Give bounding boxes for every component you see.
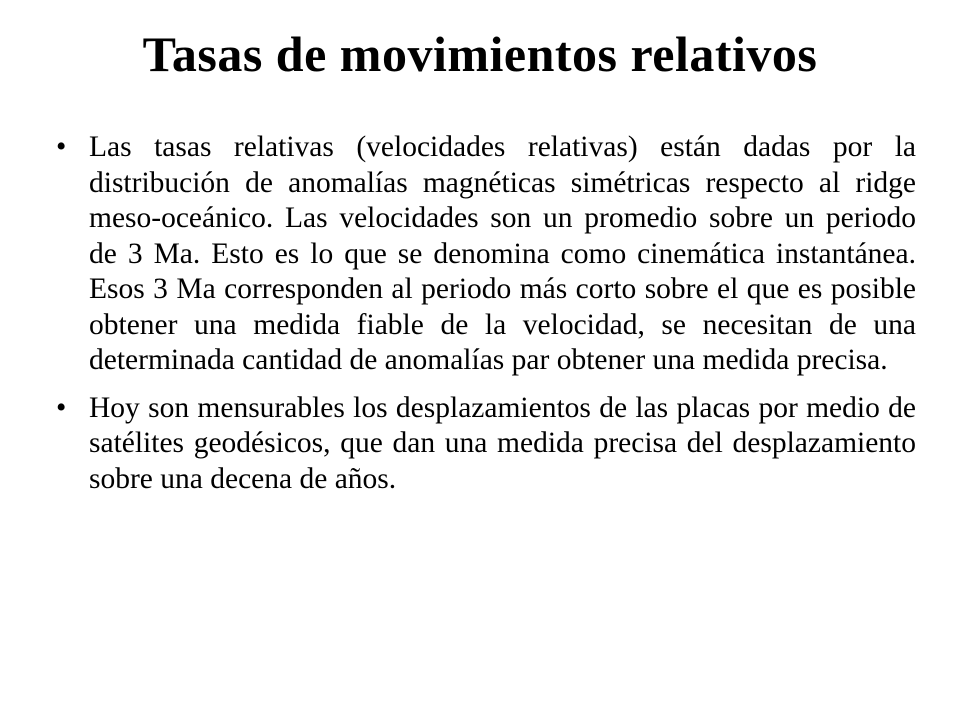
bullet-list [56, 130, 916, 509]
bullet-item [56, 130, 916, 379]
bullet-text: Las tasas relativas (velocidades relativas) están dadas por la distribución de anomalías magnéticas simétricas respecto al ridge meso-oceánico. Las velocidades son un promedio sobre un periodo de 3 Ma. Esto es lo que se denomina como cinemática instantánea. Esos 3 Ma corresponden al periodo más corto sobre el que es posible obtener una medida fiable de la velocidad, se necesitan de una determinada cantidad de anomalías par obtener una medida precisa. [89, 131, 916, 376]
bullet-dot-icon: • [56, 391, 67, 424]
bullet-item [56, 391, 916, 498]
bullet-dot-icon: • [56, 131, 67, 163]
slide-title: Tasas de movimientos relativos [142, 26, 818, 82]
bullet-text: Hoy son mensurables los desplazamientos de las placas por medio de satélites geodésicos, que dan una medida precisa del desplazamiento sobre una decena de años. [89, 391, 916, 495]
